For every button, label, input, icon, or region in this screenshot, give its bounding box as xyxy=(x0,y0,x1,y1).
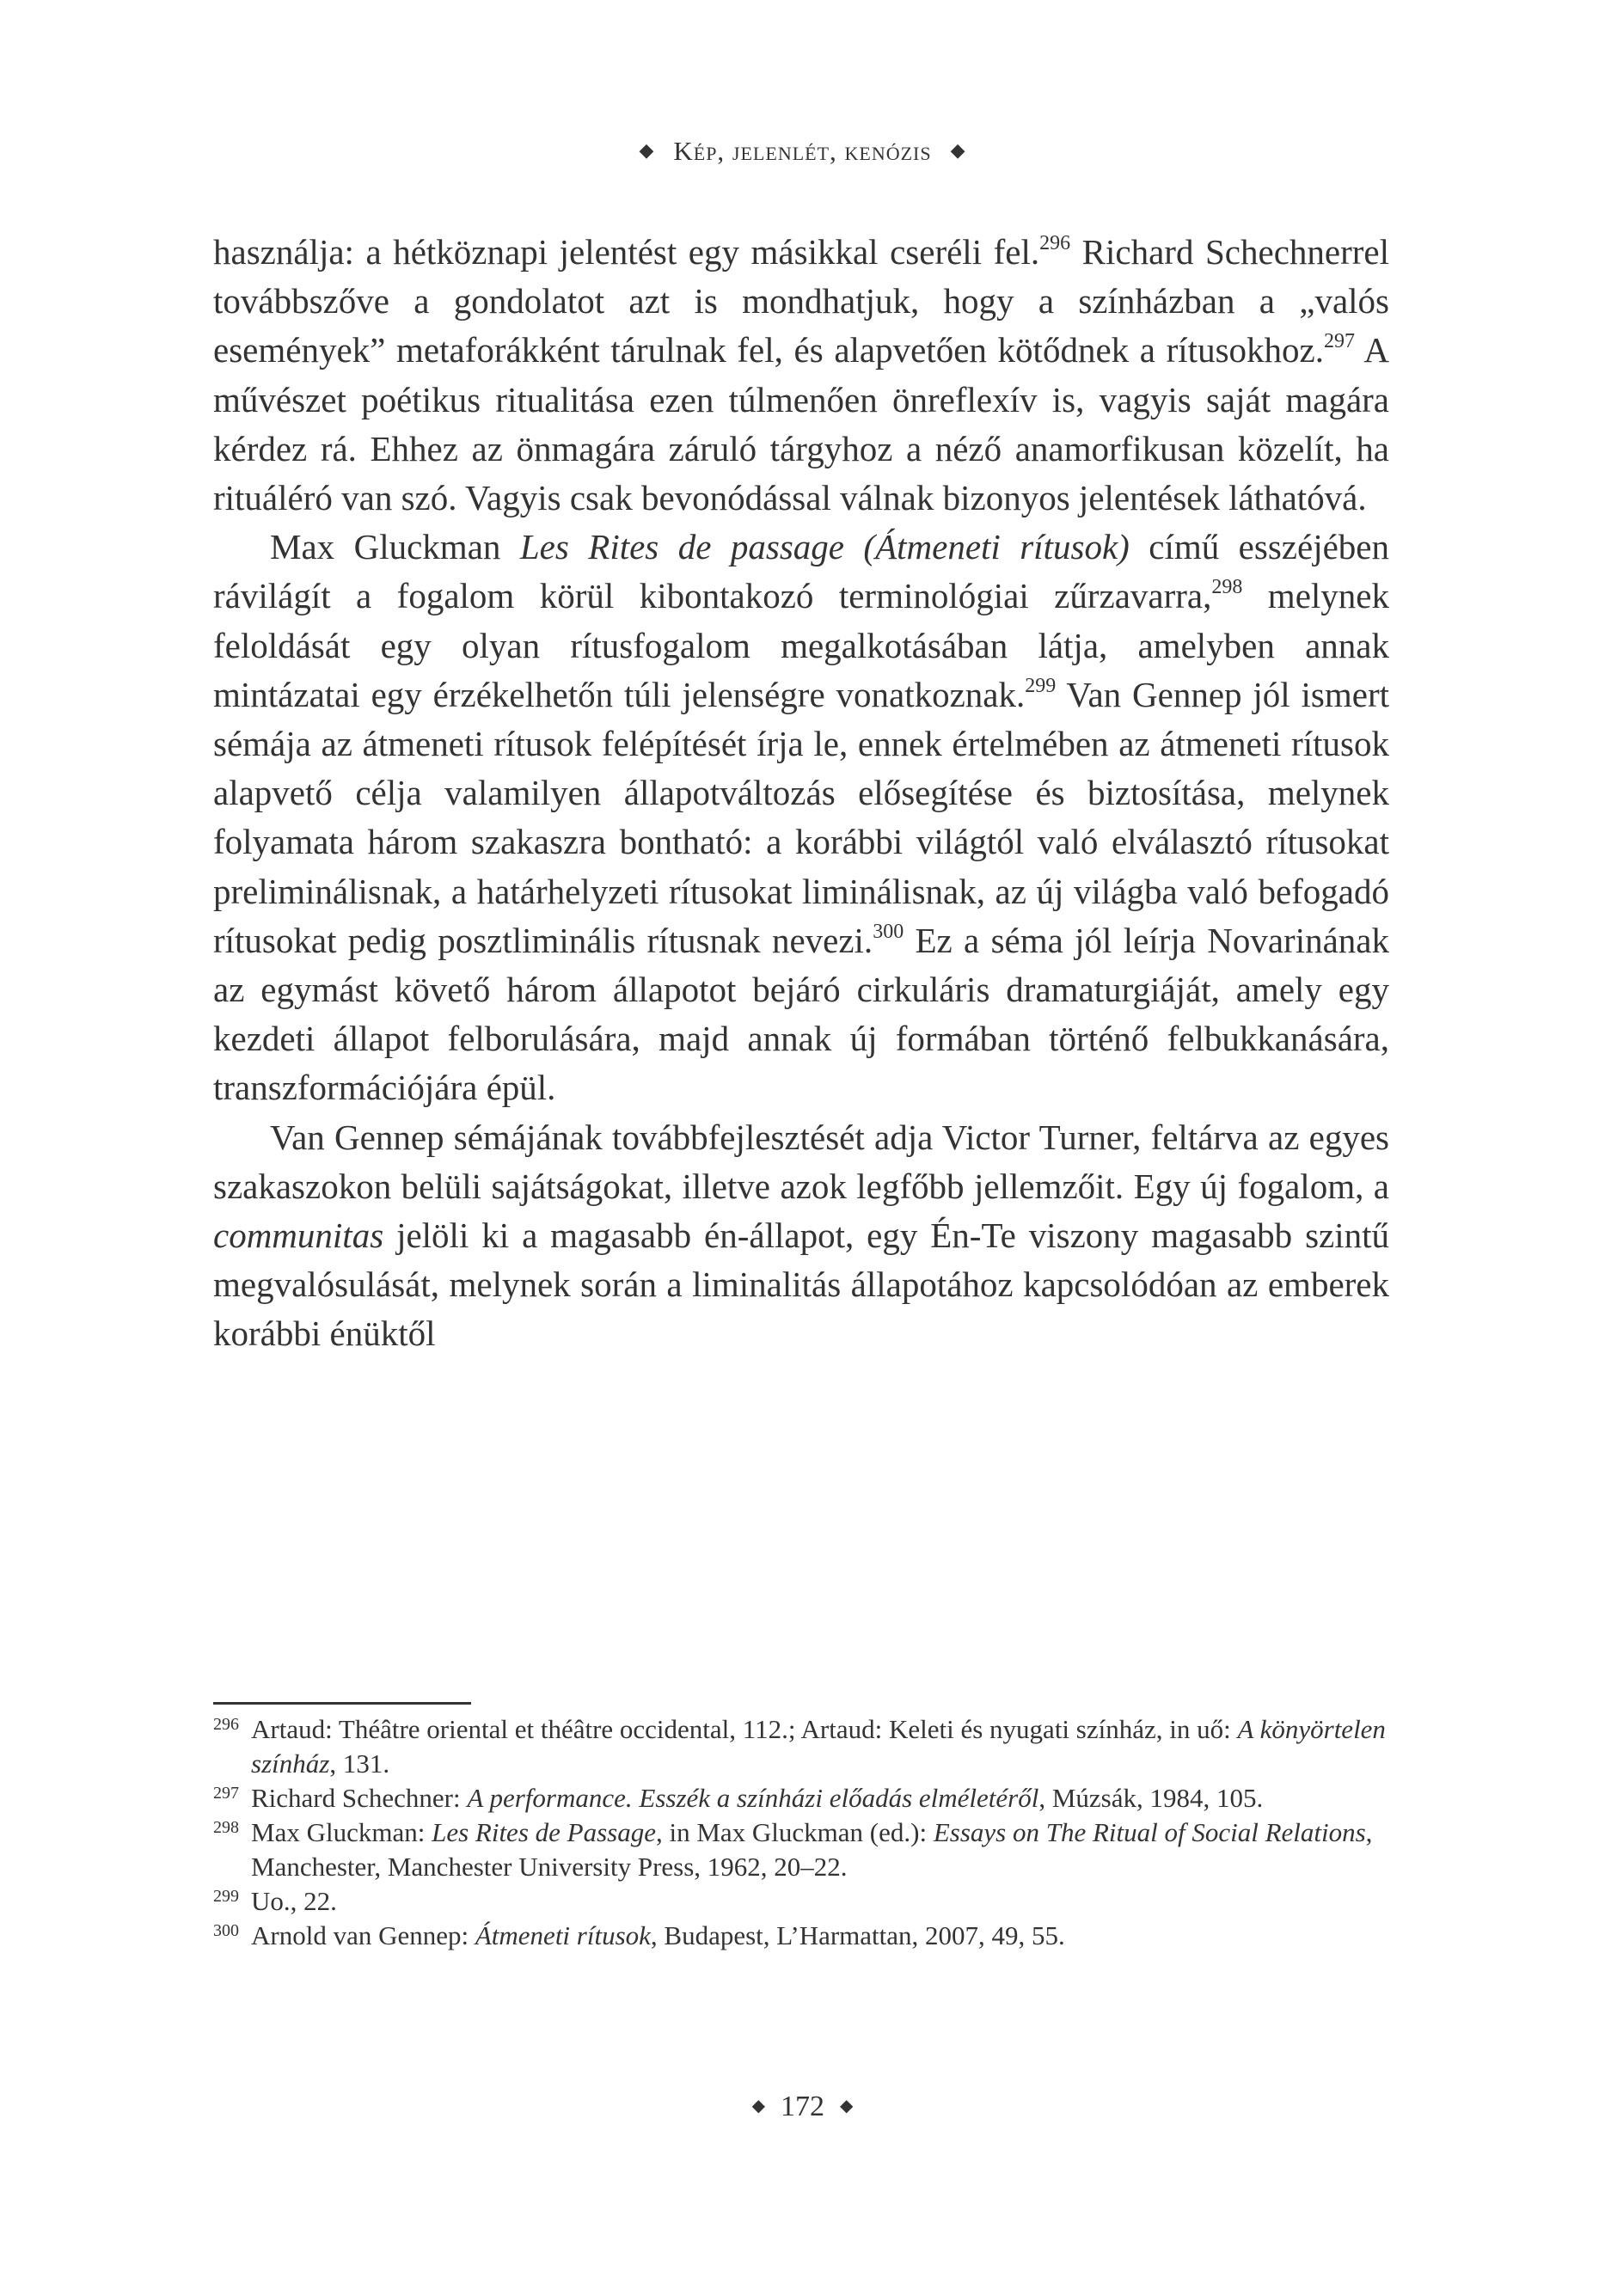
footnote-reference[interactable]: 296 xyxy=(1039,232,1071,254)
italic-title: communitas xyxy=(213,1215,384,1256)
text-run: Arnold van Gennep: xyxy=(251,1920,475,1950)
text-run: Max Gluckman xyxy=(270,527,520,567)
text-run: , 131. xyxy=(329,1748,390,1779)
main-text xyxy=(213,228,1389,1359)
paragraph xyxy=(213,228,1389,523)
paragraph xyxy=(213,1113,1389,1359)
footnote-number: 300 xyxy=(213,1921,239,1940)
text-run: használja: a hétköznapi jelentést egy másikkal cseréli fel. xyxy=(213,232,1040,272)
running-head-title: Kép, jelenlét, kenózis xyxy=(673,136,932,166)
text-run: , in Max Gluckman (ed.): xyxy=(655,1817,934,1847)
italic-title: Átmeneti rítusok xyxy=(475,1920,651,1950)
text-run: , Múzsák, 1984, 105. xyxy=(1038,1783,1264,1813)
text-run: Van Gennep jól ismert sémája az átmeneti rítusok felépítését írja le, ennek értelmében az átmeneti rítusok alapvető célja valamilyen állapotváltozás elősegítése és biztosítása, melynek folyamata három szakaszra bontható: a korábbi világtól való elválasztó rítusokat preliminálisnak, a határhelyzeti rítusokat liminálisnak, az új világba való befogadó rítusokat pedig posztliminális rítusnak nevezi. xyxy=(213,674,1389,960)
footnote xyxy=(213,1919,1389,1953)
footnote-reference[interactable]: 300 xyxy=(873,920,904,943)
page-footer xyxy=(0,2091,1605,2123)
text-run: Max Gluckman: xyxy=(251,1817,432,1847)
text-run: Artaud: Théâtre oriental et théâtre occidental, 112.; Artaud: Keleti és nyugati színház, in uő: xyxy=(251,1714,1238,1744)
italic-title: A könyörtelen színház xyxy=(251,1714,1386,1779)
paragraph xyxy=(213,523,1389,1112)
diamond-ornament-icon: ◆ xyxy=(950,139,966,161)
footnote xyxy=(213,1815,1389,1884)
footnote-number: 297 xyxy=(213,1784,239,1803)
diamond-ornament-icon: ◆ xyxy=(639,139,655,161)
footnote-number: 296 xyxy=(213,1715,239,1734)
text-run: melynek feloldását egy olyan rítusfogalom megalkotásában látja, amelyben annak mintázatai egy érzékelhetőn túli jelenségre vonatkoznak. xyxy=(213,576,1389,714)
diamond-ornament-icon: ◆ xyxy=(751,2097,765,2115)
diamond-ornament-icon: ◆ xyxy=(840,2097,854,2115)
text-run: , Manchester, Manchester University Press, 1962, 20–22. xyxy=(251,1817,1373,1882)
text-run: Uo., 22. xyxy=(251,1886,337,1916)
text-run: , Budapest, L’Harmattan, 2007, 49, 55. xyxy=(650,1920,1065,1950)
footnote xyxy=(213,1884,1389,1919)
footnote-reference[interactable]: 298 xyxy=(1211,576,1243,599)
text-run: Richard Schechner: xyxy=(251,1783,468,1813)
text-run: Ez a séma jól leírja Novarinának az egymást követő három állapotot bejáró cirkuláris dramaturgiáját, amely egy kezdeti állapot felborulására, majd annak új formában történő felbukkanására, transzformációjára épül. xyxy=(213,920,1389,1108)
footnote-number: 298 xyxy=(213,1818,239,1837)
footnote-number: 299 xyxy=(213,1887,239,1906)
page-number: 172 xyxy=(781,2091,824,2122)
footnote-reference[interactable]: 297 xyxy=(1323,330,1355,353)
text-run: jelöli ki a magasabb én-állapot, egy Én-Te viszony magasabb szintű megvalósulását, melynek során a liminalitás állapotához kapcsolódóan az emberek korábbi énüktől xyxy=(213,1215,1389,1354)
italic-title: Les Rites de Passage xyxy=(432,1817,656,1847)
italic-title: A performance. Esszék a színházi előadás elméletéről xyxy=(467,1783,1039,1813)
italic-title: Essays on The Ritual of Social Relations xyxy=(933,1817,1366,1847)
footnotes xyxy=(213,1712,1389,1953)
running-head xyxy=(0,136,1605,167)
footnote xyxy=(213,1781,1389,1815)
italic-title: Les Rites de passage (Átmeneti rítusok) xyxy=(519,527,1130,567)
footnote xyxy=(213,1712,1389,1781)
footnote-separator-rule xyxy=(213,1702,471,1705)
footnote-reference[interactable]: 299 xyxy=(1025,674,1057,697)
text-run: Van Gennep sémájának továbbfejlesztését adja Victor Turner, feltárva az egyes szakaszokon belüli sajátságokat, illetve azok legfőbb jellemzőit. Egy új fogalom, a xyxy=(213,1117,1389,1206)
text-run: A művészet poétikus ritualitása ezen túlmenően önreflexív is, vagyis saját magára kérdez rá. Ehhez az önmagára záruló tárgyhoz a néző anamorfikusan közelít, ha rituáléró van szó. Vagyis csak bevonódással válnak bizonyos jelentések láthatóvá. xyxy=(213,330,1389,518)
text-run: című esszéjében rávilágít a fogalom körül kibontakozó terminológiai zűrzavarra, xyxy=(213,527,1389,616)
text-run: Richard Schechnerrel továbbszőve a gondolatot azt is mondhatjuk, hogy a színházban a „valós események” metaforákként tárulnak fel, és alapvetően kötődnek a rítusokhoz. xyxy=(213,232,1389,370)
